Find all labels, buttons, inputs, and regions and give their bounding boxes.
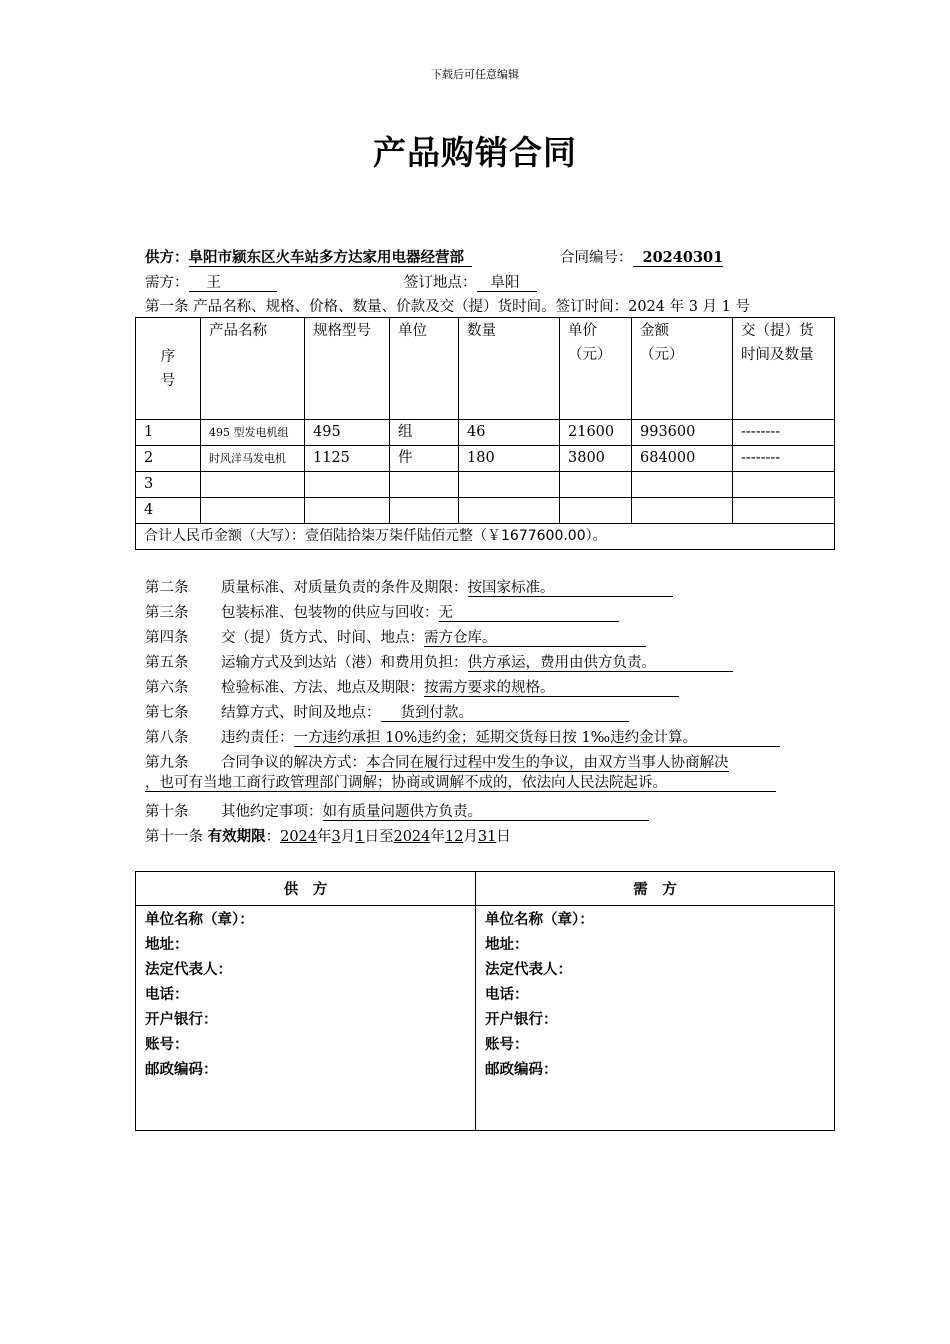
signature-body-row — [136, 906, 835, 1131]
header-amount — [632, 318, 733, 420]
text-day: 日 — [496, 829, 511, 845]
clause-text: 包装标准、包装物的供应与回收： — [221, 605, 439, 621]
cell-price: 21600 — [560, 420, 632, 446]
cell-model — [305, 472, 390, 498]
supplier-line — [145, 246, 472, 267]
header-delivery-line: 交（提）货 — [741, 323, 814, 339]
clause-7 — [145, 701, 629, 722]
table-total-row — [136, 524, 835, 550]
start-year: 2024 — [280, 829, 318, 845]
cell-model: 1125 — [305, 446, 390, 472]
clause-value: 按需方要求的规格。 — [424, 680, 679, 697]
clause-label: 第六条 — [145, 680, 189, 696]
buyer-header: 需 方 — [476, 872, 835, 906]
clause-10 — [145, 800, 649, 821]
table-row — [136, 420, 835, 446]
field-address: 地址： — [145, 936, 189, 953]
clause-label: 第二条 — [145, 580, 189, 596]
article-1: 第一条 产品名称、规格、价格、数量、价款及交（提）货时间。签订时间：2024 年 3 月 1 号 — [145, 299, 751, 315]
cell-qty — [459, 498, 560, 524]
clause-value: 本合同在履行过程中发生的争议，由双方当事人协商解决 — [366, 755, 729, 771]
clause-2 — [145, 576, 673, 597]
field-unit-name: 单位名称（章）： — [485, 911, 594, 928]
buyer-label: 需方： — [145, 275, 189, 291]
field-account: 账号： — [485, 1036, 529, 1053]
cell-qty: 46 — [459, 420, 560, 446]
cell-delivery: -------- — [733, 420, 835, 446]
buyer-fields — [476, 906, 835, 1131]
supplier-header: 供 方 — [136, 872, 476, 906]
place-line — [404, 271, 537, 292]
field-phone: 电话： — [145, 986, 189, 1003]
cell-unit: 件 — [390, 446, 459, 472]
clause-9-continued — [145, 775, 776, 792]
cell-seq: 1 — [136, 420, 201, 446]
cell-unit — [390, 472, 459, 498]
cell-qty: 180 — [459, 446, 560, 472]
place-label: 签订地点： — [404, 275, 477, 291]
cell-name — [201, 498, 305, 524]
clause-8 — [145, 726, 780, 747]
cell-delivery — [733, 472, 835, 498]
clause-value: 供方承运，费用由供方负责。 — [468, 655, 733, 672]
supplier-fields — [136, 906, 476, 1131]
clause-label: 第七条 — [145, 705, 189, 721]
end-year: 2024 — [393, 829, 431, 845]
cell-model: 495 — [305, 420, 390, 446]
cell-price — [560, 498, 632, 524]
header-note: 下载后可任意编辑 — [431, 68, 519, 81]
cell-unit: 组 — [390, 420, 459, 446]
clause-value-continued: ，也可有当地工商行政管理部门调解；协商或调解不成的，依法向人民法院起诉。 — [145, 775, 776, 792]
buyer-name: 王 — [189, 275, 277, 292]
clause-label: 第八条 — [145, 730, 189, 746]
header-price-line: （元） — [568, 347, 612, 363]
clause-9 — [145, 751, 729, 772]
header-qty: 数量 — [459, 318, 560, 420]
cell-amount: 684000 — [632, 446, 733, 472]
clause-text: 结算方式、时间及地点： — [221, 705, 381, 721]
clause-text: 合同争议的解决方式： — [221, 755, 366, 771]
header-seq-char: 序 — [160, 349, 176, 365]
clause-4 — [145, 626, 646, 647]
cell-unit — [390, 498, 459, 524]
cell-delivery — [733, 498, 835, 524]
header-amount-line: 金额 — [640, 323, 669, 339]
clause-3 — [145, 601, 619, 622]
field-postcode: 邮政编码： — [145, 1061, 218, 1078]
clause-label: 第九条 — [145, 755, 189, 771]
goods-table — [135, 317, 835, 550]
contract-no-line — [560, 246, 723, 267]
contract-no: 20240301 — [633, 250, 724, 267]
start-month: 3 — [331, 829, 341, 845]
header-price-line: 单价 — [568, 323, 597, 339]
table-row — [136, 498, 835, 524]
text-year: 年 — [430, 829, 445, 845]
signature-header-row — [136, 872, 835, 906]
clause-value: 需方仓库。 — [424, 630, 646, 647]
clause-text: 检验标准、方法、地点及期限： — [221, 680, 424, 696]
supplier-label: 供方： — [145, 249, 189, 266]
header-delivery — [733, 318, 835, 420]
supplier-name: 阜阳市颍东区火车站多方达家用电器经营部 — [189, 250, 473, 267]
header-amount-line: （元） — [640, 347, 684, 363]
end-month: 12 — [444, 829, 464, 845]
clause-label: 第十一条 — [145, 829, 203, 845]
validity-label: 有效期限 — [207, 828, 266, 845]
header-seq-char: 号 — [160, 373, 176, 389]
buyer-line — [145, 271, 277, 292]
cell-qty — [459, 472, 560, 498]
header-seq — [136, 318, 201, 420]
cell-name: 495 型发电机组 — [201, 420, 305, 446]
clause-text: 质量标准、对质量负责的条件及期限： — [221, 580, 468, 596]
clause-value: 按国家标准。 — [468, 580, 673, 597]
contract-no-label: 合同编号： — [560, 250, 633, 266]
cell-price: 3800 — [560, 446, 632, 472]
clause-text: 其他约定事项： — [221, 804, 323, 820]
header-product-name: 产品名称 — [201, 318, 305, 420]
clause-label: 第五条 — [145, 655, 189, 671]
document-title: 产品购销合同 — [373, 133, 577, 172]
cell-name: 时风洋马发电机 — [201, 446, 305, 472]
text-year: 年 — [317, 829, 332, 845]
clause-5 — [145, 651, 733, 672]
clause-value: 如有质量问题供方负责。 — [323, 804, 649, 821]
clause-label: 第四条 — [145, 630, 189, 646]
cell-seq: 3 — [136, 472, 201, 498]
cell-seq: 4 — [136, 498, 201, 524]
clause-text: 违约责任： — [221, 730, 294, 746]
signature-table — [135, 871, 835, 1131]
cell-model — [305, 498, 390, 524]
text-month: 月 — [463, 829, 478, 845]
clause-11 — [145, 825, 511, 846]
table-row — [136, 472, 835, 498]
clause-text: 运输方式及到达站（港）和费用负担： — [221, 655, 468, 671]
field-postcode: 邮政编码： — [485, 1061, 558, 1078]
cell-amount — [632, 472, 733, 498]
clause-label: 第十条 — [145, 804, 189, 820]
header-model: 规格型号 — [305, 318, 390, 420]
table-row — [136, 446, 835, 472]
text-month: 月 — [340, 829, 356, 845]
cell-name — [201, 472, 305, 498]
total-amount: 合计人民币金额（大写）：壹佰陆拾柒万柒仟陆佰元整（￥1677600.00）。 — [136, 524, 835, 550]
cell-delivery: -------- — [733, 446, 835, 472]
field-legal-rep: 法定代表人： — [485, 961, 572, 978]
clause-label: 第三条 — [145, 605, 189, 621]
clause-value: 货到付款。 — [381, 705, 629, 722]
header-unit: 单位 — [390, 318, 459, 420]
cell-amount: 993600 — [632, 420, 733, 446]
cell-price — [560, 472, 632, 498]
clause-value: 一方违约承担 10%违约金；延期交货每日按 1‰违约金计算。 — [294, 730, 780, 747]
field-phone: 电话： — [485, 986, 529, 1003]
header-delivery-line: 时间及数量 — [741, 347, 814, 363]
text-day-to: 日至 — [364, 829, 394, 845]
field-address: 地址： — [485, 936, 529, 953]
end-day: 31 — [477, 829, 497, 845]
field-legal-rep: 法定代表人： — [145, 961, 232, 978]
clause-value: 无 — [439, 605, 619, 622]
cell-seq: 2 — [136, 446, 201, 472]
field-bank: 开户银行： — [485, 1011, 558, 1028]
header-price — [560, 318, 632, 420]
clause-6 — [145, 676, 679, 697]
place: 阜阳 — [477, 275, 537, 292]
clause-text: 交（提）货方式、时间、地点： — [221, 630, 424, 646]
table-header-row — [136, 318, 835, 420]
field-account: 账号： — [145, 1036, 189, 1053]
field-bank: 开户银行： — [145, 1011, 218, 1028]
field-unit-name: 单位名称（章）： — [145, 911, 254, 928]
start-day: 1 — [355, 829, 365, 845]
cell-amount — [632, 498, 733, 524]
validity-colon: ： — [265, 829, 281, 845]
